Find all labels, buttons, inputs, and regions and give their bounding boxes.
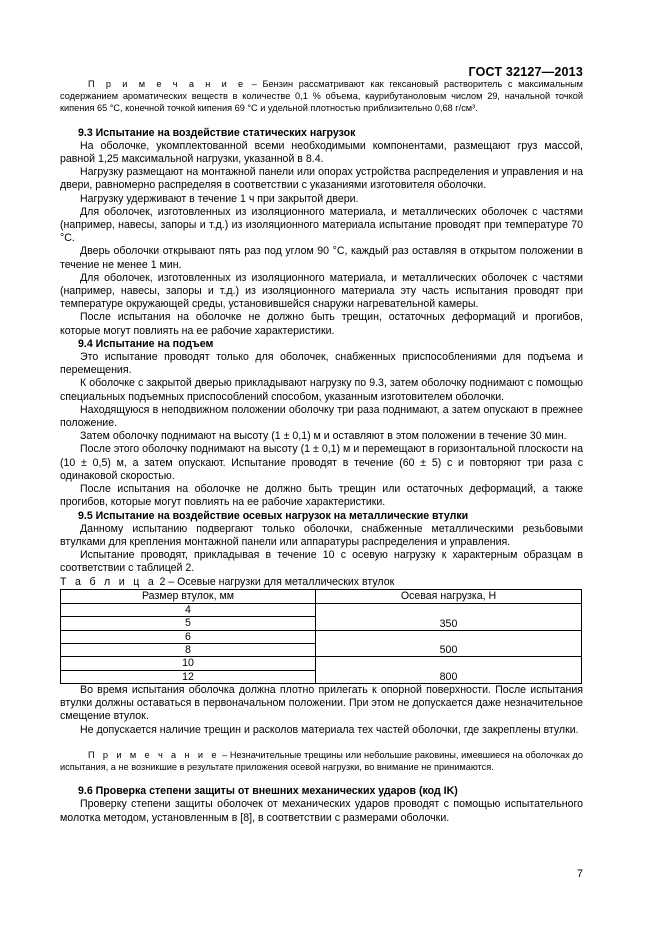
size-cell: 8 <box>61 643 316 656</box>
note-2-text: – Незначительные трещины или небольшие раковины, имевшиеся на оболочках до испытания, а не возникшие в результате приложения осевой нагрузки, во внимание не принимаются. <box>60 749 584 773</box>
section-9-5-title: 9.5 Испытание на воздействие осевых нагрузок на металлические втулки <box>78 509 469 522</box>
note-1 <box>60 78 583 115</box>
s94-para: Это испытание проводят только для оболочек, снабженных приспособлениями для подъема и перемещения. <box>60 351 583 377</box>
note-2 <box>60 749 583 773</box>
load-cell: 800 <box>316 657 582 684</box>
load-cell: 500 <box>316 630 582 657</box>
size-cell: 4 <box>61 603 316 616</box>
after-table-para: Во время испытания оболочка должна плотно прилегать к опорной поверхности. После испытания втулки должны оставаться в первоначальном положении. При этом не допускается даже незначительное смещение втулок. <box>60 684 583 723</box>
section-9-6-title: 9.6 Проверка степени защиты от внешних механических ударов (код IK) <box>78 785 458 798</box>
s93-para: На оболочке, укомплектованной всеми необходимыми компонентами, размещают груз массой, равной 1,25 максимальной нагрузки, указанной в 8.4. <box>60 139 583 166</box>
after-table-para: Не допускается наличие трещин и расколов материала тех частей оболочки, где закреплены втулки. <box>80 723 579 736</box>
doc-id-header: ГОСТ 32127—2013 <box>468 65 583 79</box>
section-9-3-title: 9.3 Испытание на воздействие статических нагрузок <box>78 126 356 139</box>
size-cell: 12 <box>61 670 316 683</box>
s94-para: Затем оболочку поднимают на высоту (1 ± 0,1) м и оставляют в этом положении в течение 30 мин. <box>80 430 567 443</box>
s93-para: После испытания на оболочке не должно быть трещин, остаточных деформаций и прогибов, которые могут повлиять на ее рабочие характеристики. <box>60 311 583 337</box>
s96-para: Проверку степени защиты оболочек от механических ударов проводят с помощью испытательного молотка методом, установленным в [8], в соответствии с размерами оболочки. <box>60 798 583 824</box>
axial-loads-table <box>60 589 582 684</box>
size-cell: 10 <box>61 657 316 670</box>
note-1-label: П р и м е ч а н и е <box>88 79 246 89</box>
s93-para: Дверь оболочки открывают пять раз под углом 90 °С, каждый раз оставляя в открытом положении в течение не менее 1 мин. <box>60 245 583 271</box>
page-content <box>60 78 583 825</box>
size-cell: 6 <box>61 630 316 643</box>
s95-para: Данному испытанию подвергают только оболочки, снабженные металлическими резьбовыми втулками для крепления монтажной панели или аппаратуры распределения и управления. <box>60 522 583 548</box>
page-number: 7 <box>576 868 583 880</box>
s93-para: Нагрузку размещают на монтажной панели или опорах устройства распределения и управления и на двери, равномерно распределяя в соответствии с указаниями изготовителя оболочки. <box>60 166 583 192</box>
table-header-size: Размер втулок, мм <box>61 589 316 603</box>
table-caption-label: Т а б л и ц а <box>60 575 157 588</box>
table-2-caption <box>60 576 583 589</box>
size-cell: 5 <box>61 617 316 630</box>
table-header-load: Осевая нагрузка, Н <box>316 589 582 603</box>
s94-para: После испытания на оболочке не должно быть трещин или остаточных деформаций, а также прогибов, которые могут повлиять на ее рабочие характеристики. <box>60 483 583 509</box>
s94-para: К оболочке с закрытой дверью прикладывают нагрузку по 9.3, затем оболочку поднимают с помощью специальных подъемных приспособлений способом, указанным изготовителем оболочки. <box>60 377 583 403</box>
s93-para: Для оболочек, изготовленных из изоляционного материала, и металлических оболочек с частями (например, навесы, запоры и т.д.) из изоляционного материала испытание проводят при температуре 70 °С. <box>60 205 583 245</box>
section-9-4-title: 9.4 Испытание на подъем <box>78 337 214 350</box>
s94-para: Находящуюся в неподвижном положении оболочку три раза поднимают, а затем опускают в прежнее положение. <box>60 403 583 430</box>
load-cell: 350 <box>316 603 582 630</box>
s93-para: Нагрузку удерживают в течение 1 ч при закрытой двери. <box>80 192 359 205</box>
s93-para: Для оболочек, изготовленных из изоляционного материала, и металлических оболочек с частями (например, навесы, запоры и т.д.) из изоляционного материала эту часть испытания проводят при температуре окружающей среды, установившейся снаружи нагревательной камеры. <box>60 271 583 311</box>
s94-para: После этого оболочку поднимают на высоту (1 ± 0,1) м и перемещают в горизонтальной плоскости на (10 ± 0,5) м, а затем опускают. Испытание проводят в течение (60 ± 5) с и повторяют три раза с одинаковой скоростью. <box>60 443 583 482</box>
s95-para: Испытание проводят, прикладывая в течение 10 с осевую нагрузку к характерным образцам в соответствии с таблицей 2. <box>60 549 583 575</box>
note-1-text: – Бензин рассматривают как гексановый растворитель с максимальным содержанием ароматических веществ в количестве 0,1 % объема, каурибутаноловым числом 29, начальной точкой кипения 65 °С, конечной точкой кипения 69 °С и удельной плотностью приблизительно 0,68 г/см³. <box>60 79 584 114</box>
table-caption-text: 2 – Осевые нагрузки для металлических втулок <box>156 575 395 588</box>
note-2-label: П р и м е ч а н и е <box>88 749 220 760</box>
